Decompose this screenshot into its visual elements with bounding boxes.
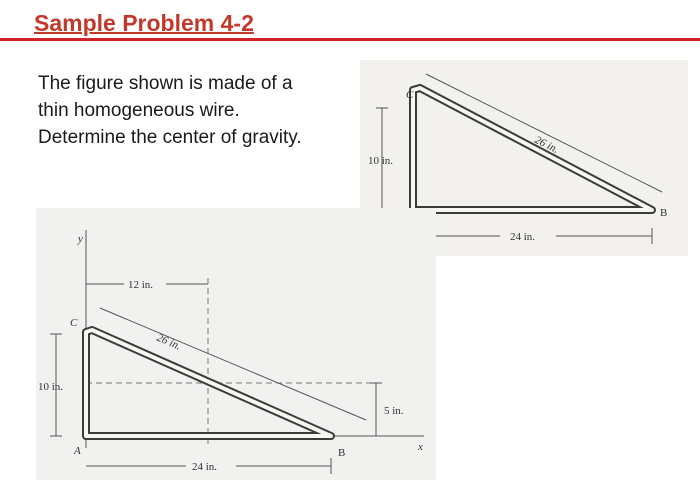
dim-5-label: 5 in. <box>384 405 404 417</box>
dim-12-label: 12 in. <box>128 279 154 291</box>
label-x: x <box>418 441 423 453</box>
centroid-drawing <box>36 208 436 480</box>
dim-hyp-label: 26 in. <box>154 331 183 353</box>
problem-statement <box>38 70 368 151</box>
dim-height-label: 10 in. <box>368 155 394 167</box>
label-c: C <box>70 317 78 329</box>
dim-height-label: 10 in. <box>38 381 64 393</box>
dim-base-label: 24 in. <box>192 461 218 473</box>
slide-title: Sample Problem 4-2 <box>34 10 254 36</box>
dim-hyp-label: 26 in. <box>532 133 561 156</box>
label-b: B <box>660 207 668 219</box>
problem-line: Determine the center of gravity. <box>38 127 302 148</box>
centroid-figure <box>36 208 436 480</box>
label-y: y <box>78 233 83 245</box>
dim-base-label: 24 in. <box>510 231 536 243</box>
dim-line-hyp <box>426 74 662 192</box>
label-c: C <box>406 89 414 101</box>
dim-line-hyp <box>100 308 366 420</box>
label-a: A <box>74 445 81 457</box>
title-divider <box>0 38 700 41</box>
problem-line: The figure shown is made of a <box>38 73 293 94</box>
label-b: B <box>338 447 346 459</box>
problem-line: thin homogeneous wire. <box>38 100 240 121</box>
